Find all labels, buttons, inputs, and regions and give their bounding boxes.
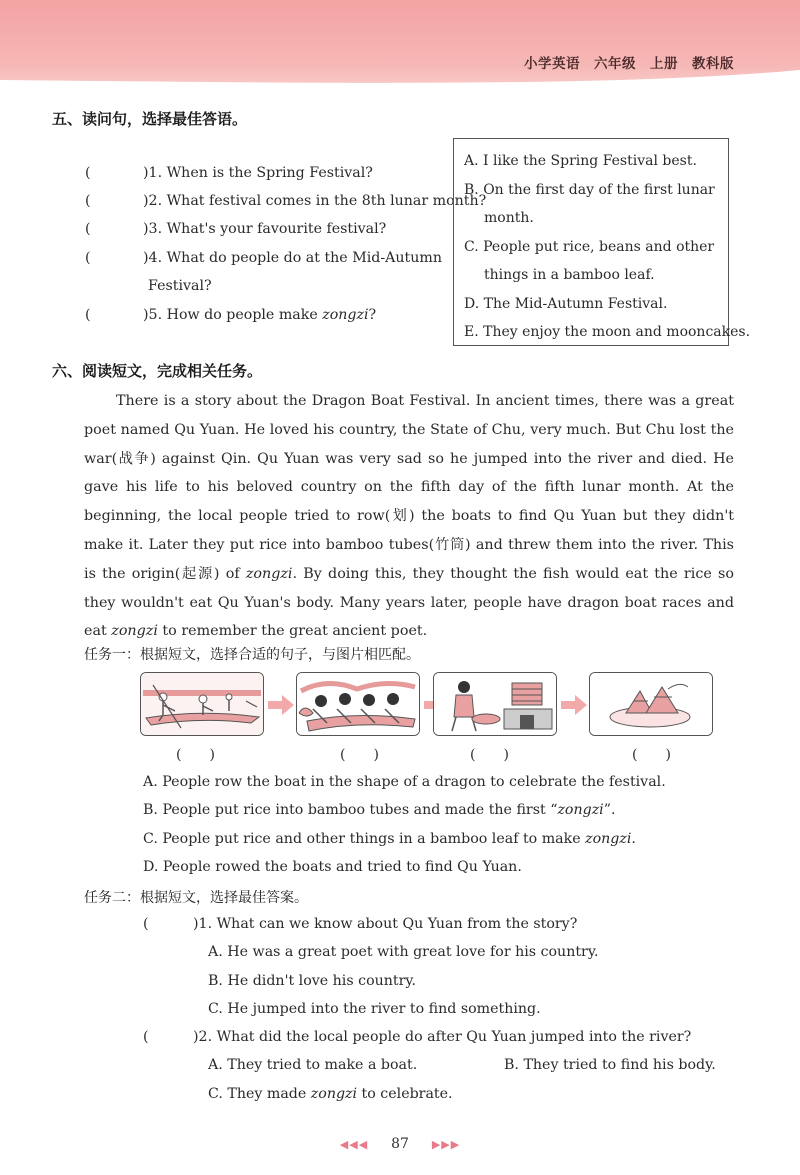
right-arrows-icon: ▶▶▶ (431, 1138, 461, 1151)
page-footer (0, 1136, 800, 1152)
s5-option-d: D. The Mid-Autumn Festival. (464, 295, 668, 312)
s5-question-5: ( )5. How do people make zongzi? (85, 307, 377, 323)
section5-title: 五、读问句，选择最佳答语。 (52, 110, 248, 128)
task2-q1-option-c: C. He jumped into the river to find something. (208, 1001, 541, 1017)
task1-option-a: A. People row the boat in the shape of a dragon to celebrate the festival. (143, 774, 666, 790)
s5-option-e: E. They enjoy the moon and mooncakes. (464, 324, 751, 340)
task1-option-b: B. People put rice into bamboo tubes and made the first “zongzi”. (143, 802, 616, 818)
s5-option-a: A. I like the Spring Festival best. (464, 153, 697, 169)
book-title: 小学英语 六年级 上册 教科版 (524, 56, 734, 72)
s5-option-b: B. On the first day of the first lunar (464, 181, 715, 198)
arrow-icon (561, 695, 587, 715)
header-banner (0, 0, 800, 92)
s5-option-b-cont: month. (484, 210, 534, 226)
picture-1-rowing-boat (140, 672, 264, 736)
reading-passage: There is a story about the Dragon Boat Festival. In ancient times, there was a great poet named Qu Yuan. He loved his country, the State of Chu, very much. But Chu lost the war(战争) against Qin. Qu Yuan was very sad so he jumped into the river and died. He gave his life to his beloved country on the fifth day of the fifth lunar month. At the beginning, the local people tried to row(划) the boats to find Qu Yuan but they didn't make it. Later they put rice into bamboo tubes(竹筒) and threw them into the river. This is the origin(起源) of zongzi. By doing this, they thought the fish would eat the rice so they wouldn't eat Qu Yuan's body. Many years later, people have dragon boat races and eat zongzi to remember the great ancient poet. (84, 393, 734, 640)
task2-q2-option-a: A. They tried to make a boat. (208, 1057, 418, 1073)
picture-3-answer-blank[interactable]: ( ) (470, 747, 509, 763)
task2-q1-option-b: B. He didn't love his country. (208, 973, 417, 989)
task1-title: 任务一：根据短文，选择合适的句子，与图片相匹配。 (84, 647, 420, 663)
s5-options-box (453, 138, 751, 346)
task2-q1-option-a: A. He was a great poet with great love for his country. (208, 944, 599, 960)
s5-question-4: ( )4. What do people do at the Mid-Autumn (85, 250, 442, 266)
section6-title: 六、阅读短文，完成相关任务。 (52, 362, 263, 380)
picture-3-bamboo-tubes (433, 672, 557, 736)
s5-question-2: ( )2. What festival comes in the 8th lunar month? (85, 193, 487, 209)
task2-title: 任务二：根据短文，选择最佳答案。 (84, 890, 308, 906)
task2-q2-option-c: C. They made zongzi to celebrate. (208, 1086, 453, 1102)
task2-q2-option-b: B. They tried to find his body. (504, 1057, 716, 1073)
picture-4-answer-blank[interactable]: ( ) (632, 747, 671, 763)
picture-2-dragon-boat (296, 672, 420, 736)
task2-question-2: ( )2. What did the local people do after Qu Yuan jumped into the river? (143, 1029, 692, 1045)
left-arrows-icon: ◀◀◀ (339, 1138, 369, 1151)
picture-1-answer-blank[interactable]: ( ) (176, 747, 215, 763)
s5-question-3: ( )3. What's your favourite festival? (85, 221, 387, 237)
page-number: 87 (391, 1136, 409, 1152)
arrow-icon (268, 695, 294, 715)
task2-question-1: ( )1. What can we know about Qu Yuan from the story? (143, 916, 578, 932)
s5-option-c: C. People put rice, beans and other (464, 238, 715, 255)
task1-option-d: D. People rowed the boats and tried to find Qu Yuan. (143, 859, 522, 875)
s5-question-4-cont: Festival? (148, 278, 212, 294)
picture-4-zongzi (589, 672, 713, 736)
s5-option-c-cont: things in a bamboo leaf. (484, 267, 655, 283)
task1-option-c: C. People put rice and other things in a bamboo leaf to make zongzi. (143, 831, 636, 847)
s5-question-1: ( )1. When is the Spring Festival? (85, 165, 373, 181)
picture-2-answer-blank[interactable]: ( ) (340, 747, 379, 763)
